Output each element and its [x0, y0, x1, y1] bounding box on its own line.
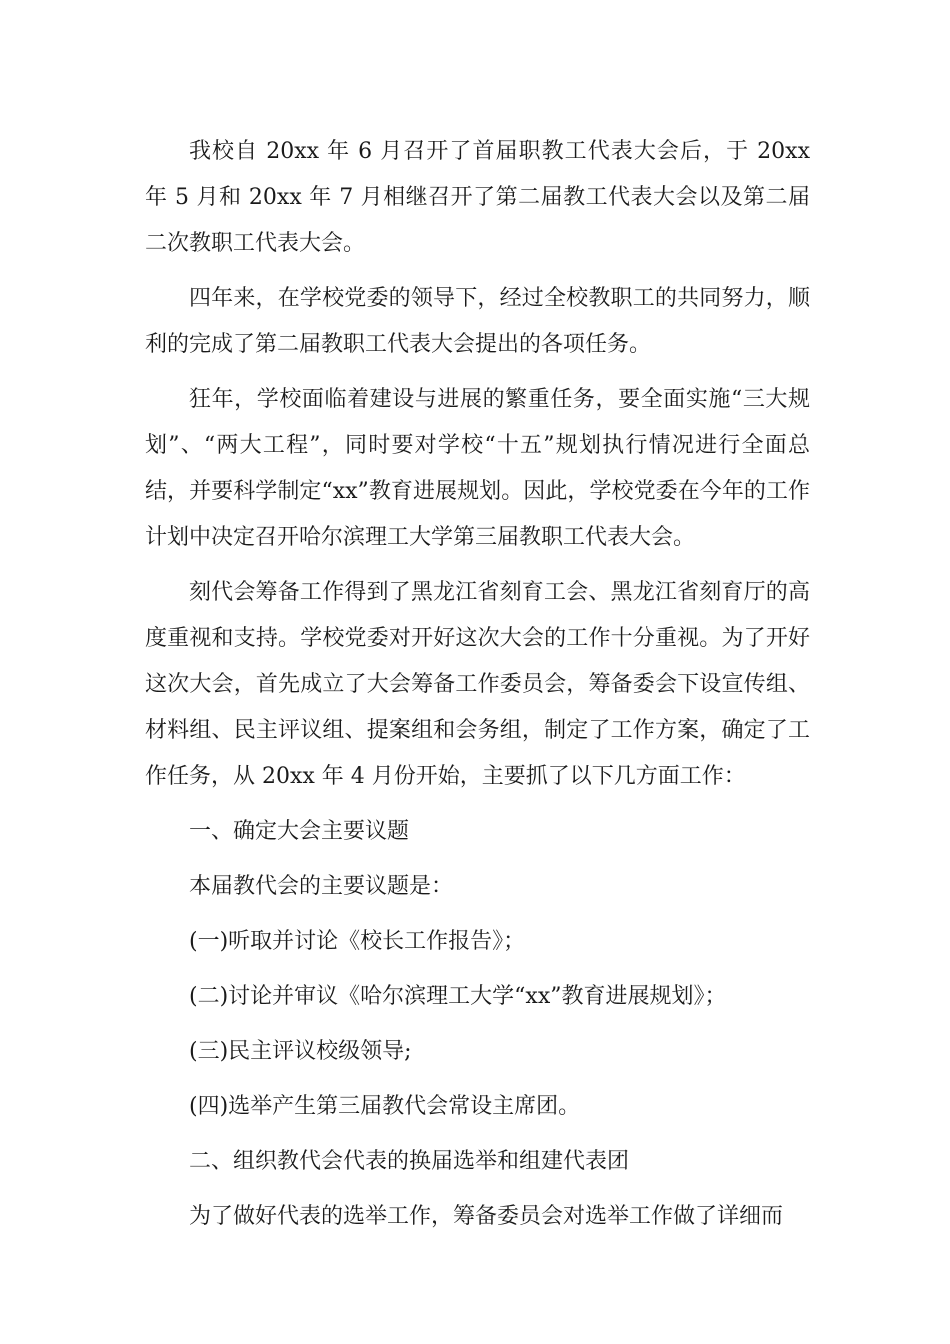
paragraph-1: 我校自 20xx 年 6 月召开了首届职教工代表大会后，于 20xx 年 5 月和 20xx 年 7 月相继召开了第二届教工代表大会以及第二届二次教职工代表大会。 [145, 139, 810, 256]
paragraph-3: 狂年，学校面临着建设与进展的繁重任务，要全面实施“三大规划”、“两大工程”，同时要对学校“十五”规划执行情况进行全面总结，并要科学制定“xx”教育进展规划。因此，学校党委在今年的工作计划中决定召开哈尔滨理工大学第三届教职工代表大会。 [145, 387, 810, 550]
agenda-item-2: (二)讨论并审议《哈尔滨理工大学“xx”教育进展规划》； [189, 984, 727, 1009]
agenda-item-4: (四)选举产生第三届教代会常设主席团。 [189, 1094, 581, 1119]
agenda-item-3: (三)民主评议校级领导; [189, 1039, 412, 1064]
section-heading-2: 二、组织教代会代表的换届选举和组建代表团 [189, 1149, 630, 1174]
paragraph-6: 为了做好代表的选举工作，筹备委员会对选举工作做了详细而 [189, 1204, 784, 1229]
paragraph-2: 四年来，在学校党委的领导下，经过全校教职工的共同努力，顺利的完成了第二届教职工代表大会提出的各项任务。 [145, 286, 810, 357]
section-heading-1: 一、确定大会主要议题 [189, 819, 410, 844]
document-body [145, 129, 810, 1240]
paragraph-5: 本届教代会的主要议题是： [189, 874, 454, 899]
agenda-item-1: (一)听取并讨论《校长工作报告》； [189, 929, 526, 954]
paragraph-4: 刻代会筹备工作得到了黑龙江省刻育工会、黑龙江省刻育厅的高度重视和支持。学校党委对开好这次大会的工作十分重视。为了开好这次大会，首先成立了大会筹备工作委员会，筹备委会下设宣传组、材料组、民主评议组、提案组和会务组，制定了工作方案，确定了工作任务，从 20xx 年 4 月份开始，主要抓了以下几方面工作： [145, 580, 810, 789]
